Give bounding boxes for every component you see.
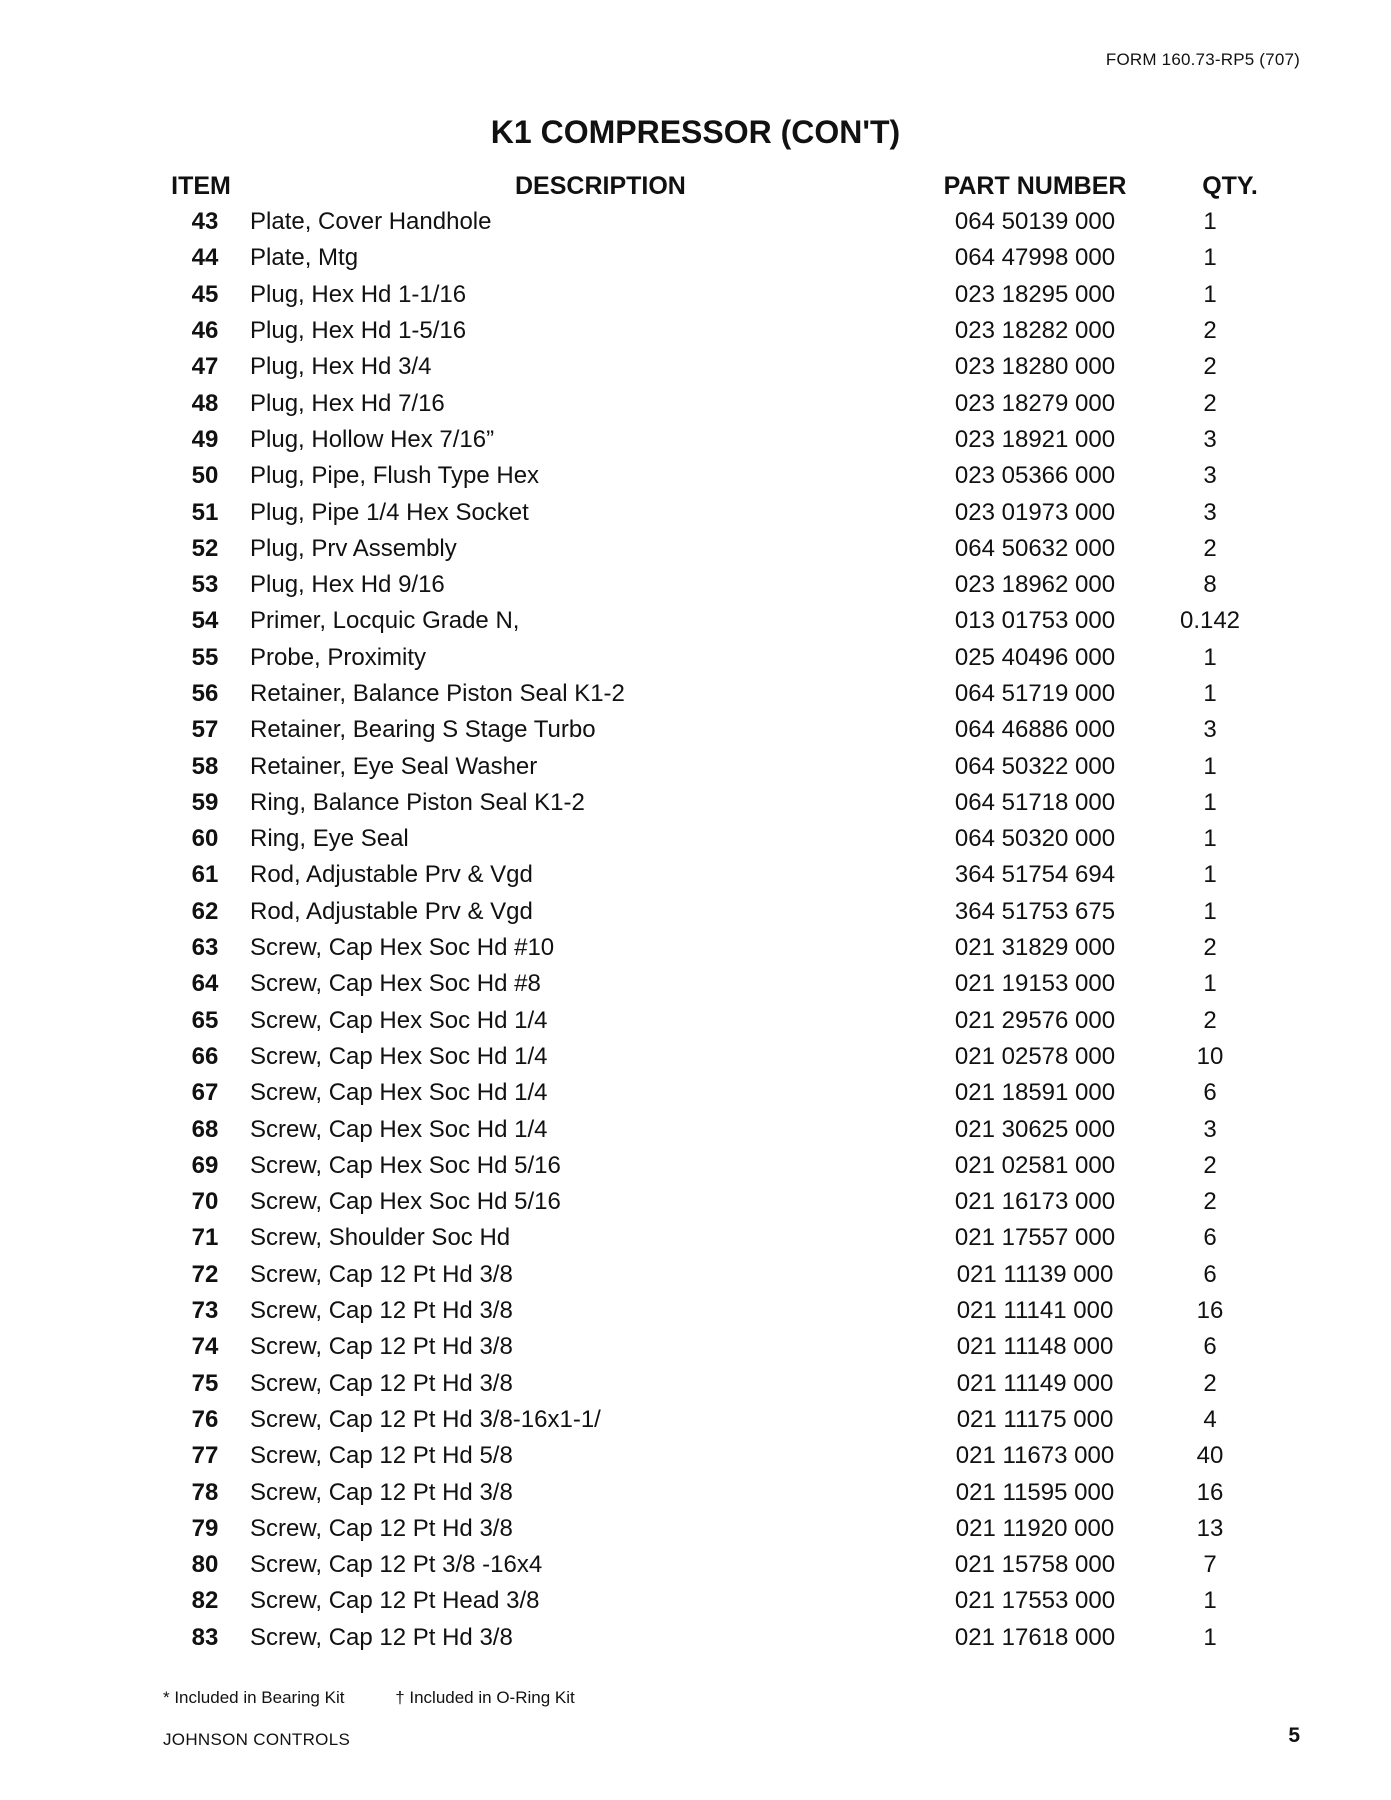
table-row	[160, 349, 1280, 385]
table-row	[160, 1111, 1280, 1147]
part-number: 023 18962 000	[954, 571, 1116, 599]
quantity: 2	[1203, 534, 1217, 562]
part-number: 021 11920 000	[955, 1514, 1115, 1542]
item-description: Plug, Hex Hd 1-1/16	[250, 280, 467, 308]
item-description: Rod, Adjustable Prv & Vgd	[250, 897, 533, 925]
part-number: 021 18591 000	[954, 1079, 1116, 1107]
table-row	[160, 1003, 1280, 1039]
part-number: 021 17557 000	[954, 1224, 1116, 1252]
quantity: 1	[1203, 861, 1217, 889]
part-number: 023 18295 000	[954, 280, 1116, 308]
item-description: Screw, Cap 12 Pt Hd 5/8	[250, 1442, 513, 1470]
part-number: 064 51719 000	[954, 680, 1116, 707]
item-description: Plug, Pipe 1/4 Hex Socket	[250, 498, 529, 526]
table-row	[160, 857, 1280, 893]
item-description: Screw, Cap Hex Soc Hd 5/16	[250, 1151, 561, 1179]
item-number: 67	[191, 1079, 219, 1107]
quantity: 1	[1203, 788, 1217, 816]
item-number: 45	[191, 280, 219, 308]
part-number: 021 30625 000	[954, 1115, 1116, 1143]
table-row	[160, 1402, 1280, 1438]
item-description: Plate, Cover Handhole	[250, 208, 492, 236]
table-row	[160, 712, 1280, 748]
item-number: 54	[191, 607, 219, 635]
quantity: 2	[1203, 317, 1217, 345]
item-description: Screw, Cap 12 Pt Hd 3/8	[250, 1478, 513, 1506]
item-number: 49	[191, 425, 219, 453]
item-number: 65	[191, 1006, 219, 1034]
quantity: 2	[1203, 1188, 1217, 1216]
item-number: 75	[191, 1369, 219, 1397]
item-description: Screw, Cap 12 Pt Hd 3/8	[250, 1623, 513, 1651]
item-description: Screw, Shoulder Soc Hd	[250, 1224, 511, 1252]
table-row	[160, 1366, 1280, 1402]
item-number: 76	[191, 1405, 219, 1433]
table-row	[160, 748, 1280, 784]
quantity: 1	[1203, 244, 1217, 272]
item-number: 53	[191, 571, 219, 599]
item-description: Screw, Cap 12 Pt Head 3/8	[250, 1587, 540, 1615]
quantity: 2	[1203, 934, 1217, 962]
item-description: Plug, Prv Assembly	[250, 534, 457, 562]
column-header-item: ITEM	[171, 171, 231, 200]
item-number: 70	[191, 1188, 219, 1216]
quantity: 10	[1196, 1042, 1224, 1070]
item-number: 77	[191, 1442, 219, 1470]
quantity: 2	[1203, 1151, 1217, 1179]
item-number: 58	[191, 752, 219, 780]
item-description: Plug, Hex Hd 9/16	[250, 571, 445, 599]
part-number: 021 11141 000	[956, 1297, 1114, 1325]
part-number: 064 50320 000	[954, 825, 1116, 853]
page-number: 5	[1288, 1724, 1300, 1747]
part-number: 064 46886 000	[954, 716, 1116, 744]
footnote-bearing-kit: * Included in Bearing Kit	[163, 1688, 345, 1707]
item-description: Retainer, Eye Seal Washer	[250, 752, 538, 780]
part-number: 023 05366 000	[954, 462, 1116, 490]
table-row	[160, 1438, 1280, 1474]
item-description: Screw, Cap Hex Soc Hd 1/4	[250, 1042, 548, 1070]
item-description: Screw, Cap 12 Pt Hd 3/8-16x1-1/	[250, 1405, 601, 1433]
part-number: 064 50632 000	[954, 534, 1116, 562]
part-number: 021 16173 000	[954, 1188, 1116, 1216]
part-number: 021 11673 000	[955, 1442, 1115, 1470]
item-number: 57	[191, 716, 219, 744]
item-description: Ring, Balance Piston Seal K1-2	[250, 788, 585, 816]
quantity: 2	[1203, 389, 1217, 417]
part-number: 023 18921 000	[954, 425, 1116, 453]
table-row	[160, 676, 1280, 712]
quantity: 1	[1203, 280, 1217, 308]
quantity: 2	[1203, 1006, 1217, 1034]
item-description: Plug, Hex Hd 7/16	[250, 389, 445, 417]
item-description: Screw, Cap Hex Soc Hd #8	[250, 970, 541, 998]
table-row	[160, 1293, 1280, 1329]
item-number: 46	[191, 317, 219, 345]
quantity: 1	[1203, 208, 1217, 236]
item-number: 55	[191, 643, 219, 671]
table-row	[160, 821, 1280, 857]
part-number: 021 29576 000	[954, 1006, 1116, 1034]
part-number: 025 40496 000	[954, 643, 1116, 671]
table-row	[160, 277, 1280, 313]
part-number: 064 50139 000	[954, 208, 1116, 236]
quantity: 6	[1203, 1260, 1217, 1288]
table-row	[160, 531, 1280, 567]
quantity: 6	[1203, 1333, 1217, 1361]
quantity: 1	[1203, 680, 1217, 707]
item-number: 50	[191, 462, 219, 490]
item-description: Plate, Mtg	[250, 244, 359, 272]
table-row	[160, 1474, 1280, 1510]
quantity: 6	[1203, 1079, 1217, 1107]
item-number: 68	[191, 1115, 219, 1143]
part-number: 023 18282 000	[954, 317, 1116, 345]
item-number: 44	[191, 244, 219, 272]
quantity: 7	[1203, 1551, 1217, 1579]
quantity: 3	[1203, 425, 1217, 453]
item-description: Screw, Cap Hex Soc Hd 5/16	[250, 1188, 561, 1216]
quantity: 6	[1203, 1224, 1217, 1252]
column-header-qty: QTY.	[1202, 171, 1258, 200]
item-number: 48	[191, 389, 219, 417]
item-description: Screw, Cap 12 Pt Hd 3/8	[250, 1297, 513, 1325]
quantity: 2	[1203, 1369, 1217, 1397]
part-number: 013 01753 000	[954, 607, 1116, 635]
item-description: Screw, Cap Hex Soc Hd 1/4	[250, 1079, 548, 1107]
table-row	[160, 785, 1280, 821]
company-name: JOHNSON CONTROLS	[163, 1730, 351, 1749]
table-row	[160, 1257, 1280, 1293]
quantity: 1	[1203, 970, 1217, 998]
item-number: 69	[191, 1151, 219, 1179]
item-description: Screw, Cap Hex Soc Hd #10	[250, 934, 555, 962]
item-number: 71	[191, 1224, 219, 1252]
item-number: 79	[191, 1514, 219, 1542]
item-description: Plug, Hollow Hex 7/16”	[250, 425, 495, 453]
quantity: 1	[1203, 897, 1217, 925]
part-number: 364 51753 675	[954, 897, 1116, 925]
quantity: 4	[1203, 1405, 1217, 1433]
part-number: 021 11595 000	[955, 1478, 1115, 1506]
item-description: Screw, Cap 12 Pt Hd 3/8	[250, 1260, 513, 1288]
item-number: 59	[191, 788, 219, 816]
part-number: 021 11148 000	[956, 1333, 1114, 1361]
quantity: 1	[1203, 825, 1217, 853]
page-title: K1 COMPRESSOR (CON'T)	[490, 114, 901, 150]
part-number: 064 50322 000	[954, 752, 1116, 780]
item-description: Retainer, Bearing S Stage Turbo	[250, 716, 596, 744]
part-number: 021 19153 000	[954, 970, 1116, 998]
item-description: Screw, Cap 12 Pt Hd 3/8	[250, 1333, 513, 1361]
table-row	[160, 1220, 1280, 1256]
part-number: 021 17618 000	[954, 1623, 1116, 1651]
parts-table-body	[160, 204, 1280, 1656]
quantity: 16	[1196, 1478, 1224, 1506]
item-number: 61	[191, 861, 219, 889]
part-number: 023 18280 000	[954, 353, 1116, 381]
table-header-row	[160, 168, 1280, 204]
table-row	[160, 422, 1280, 458]
part-number: 364 51754 694	[954, 861, 1116, 889]
item-description: Primer, Locquic Grade N,	[250, 607, 520, 635]
quantity: 3	[1203, 462, 1217, 490]
quantity: 3	[1203, 498, 1217, 526]
table-row	[160, 458, 1280, 494]
table-row	[160, 567, 1280, 603]
table-row	[160, 1184, 1280, 1220]
item-number: 66	[191, 1042, 219, 1070]
item-number: 56	[191, 680, 219, 707]
quantity: 16	[1196, 1297, 1224, 1325]
quantity: 3	[1203, 1115, 1217, 1143]
table-row	[160, 966, 1280, 1002]
item-description: Probe, Proximity	[250, 643, 427, 671]
table-row	[160, 1583, 1280, 1619]
part-number: 064 47998 000	[954, 244, 1116, 272]
part-number: 021 31829 000	[954, 934, 1116, 962]
item-number: 52	[191, 534, 219, 562]
item-description: Plug, Hex Hd 1-5/16	[250, 317, 467, 345]
part-number: 021 17553 000	[954, 1587, 1116, 1615]
table-row	[160, 1075, 1280, 1111]
table-row	[160, 240, 1280, 276]
item-number: 47	[191, 353, 219, 381]
item-number: 64	[191, 970, 219, 998]
quantity: 3	[1203, 716, 1217, 744]
quantity: 0.142	[1179, 607, 1241, 635]
form-code: FORM 160.73-RP5 (707)	[1105, 50, 1300, 69]
column-header-description: DESCRIPTION	[515, 171, 686, 200]
quantity: 8	[1203, 571, 1217, 599]
table-row	[160, 1547, 1280, 1583]
column-header-part-number: PART NUMBER	[943, 171, 1127, 200]
quantity: 1	[1203, 1623, 1217, 1651]
item-number: 43	[191, 208, 219, 236]
item-number: 82	[191, 1587, 219, 1615]
part-number: 023 18279 000	[954, 389, 1116, 417]
item-description: Screw, Cap 12 Pt Hd 3/8	[250, 1369, 513, 1397]
part-number: 021 11139 000	[956, 1260, 1114, 1288]
quantity: 13	[1196, 1514, 1224, 1542]
item-description: Plug, Pipe, Flush Type Hex	[250, 462, 540, 490]
table-row	[160, 385, 1280, 421]
quantity: 1	[1203, 752, 1217, 780]
parts-table	[160, 168, 1280, 1656]
part-number: 021 11175 000	[956, 1405, 1114, 1433]
item-description: Ring, Eye Seal	[250, 825, 409, 853]
table-row	[160, 930, 1280, 966]
item-number: 73	[191, 1297, 219, 1325]
item-description: Screw, Cap Hex Soc Hd 1/4	[250, 1115, 548, 1143]
part-number: 021 15758 000	[954, 1551, 1116, 1579]
table-row	[160, 1329, 1280, 1365]
item-description: Screw, Cap 12 Pt Hd 3/8	[250, 1514, 513, 1542]
item-description: Plug, Hex Hd 3/4	[250, 353, 432, 381]
item-description: Rod, Adjustable Prv & Vgd	[250, 861, 533, 889]
part-number: 021 02578 000	[954, 1042, 1116, 1070]
table-row	[160, 313, 1280, 349]
item-number: 62	[191, 897, 219, 925]
table-row	[160, 603, 1280, 639]
quantity: 1	[1203, 643, 1217, 671]
quantity: 40	[1196, 1442, 1224, 1470]
quantity: 1	[1203, 1587, 1217, 1615]
item-number: 83	[191, 1623, 219, 1651]
footnote-oring-kit: † Included in O-Ring Kit	[395, 1688, 575, 1707]
table-row	[160, 494, 1280, 530]
part-number: 023 01973 000	[954, 498, 1116, 526]
item-number: 74	[191, 1333, 219, 1361]
item-description: Screw, Cap 12 Pt 3/8 -16x4	[250, 1551, 543, 1579]
part-number: 021 02581 000	[954, 1151, 1116, 1179]
item-number: 51	[191, 498, 219, 526]
table-row	[160, 1148, 1280, 1184]
table-row	[160, 640, 1280, 676]
table-row	[160, 1039, 1280, 1075]
item-number: 60	[191, 825, 219, 853]
quantity: 2	[1203, 353, 1217, 381]
item-description: Screw, Cap Hex Soc Hd 1/4	[250, 1006, 548, 1034]
item-description: Retainer, Balance Piston Seal K1-2	[250, 680, 625, 707]
table-row	[160, 1511, 1280, 1547]
part-number: 064 51718 000	[954, 788, 1116, 816]
item-number: 72	[191, 1260, 219, 1288]
table-row	[160, 894, 1280, 930]
part-number: 021 11149 000	[956, 1369, 1114, 1397]
item-number: 63	[191, 934, 219, 962]
footnotes	[163, 1688, 575, 1708]
table-row	[160, 1620, 1280, 1656]
item-number: 78	[191, 1478, 219, 1506]
item-number: 80	[191, 1551, 219, 1579]
table-row	[160, 204, 1280, 240]
